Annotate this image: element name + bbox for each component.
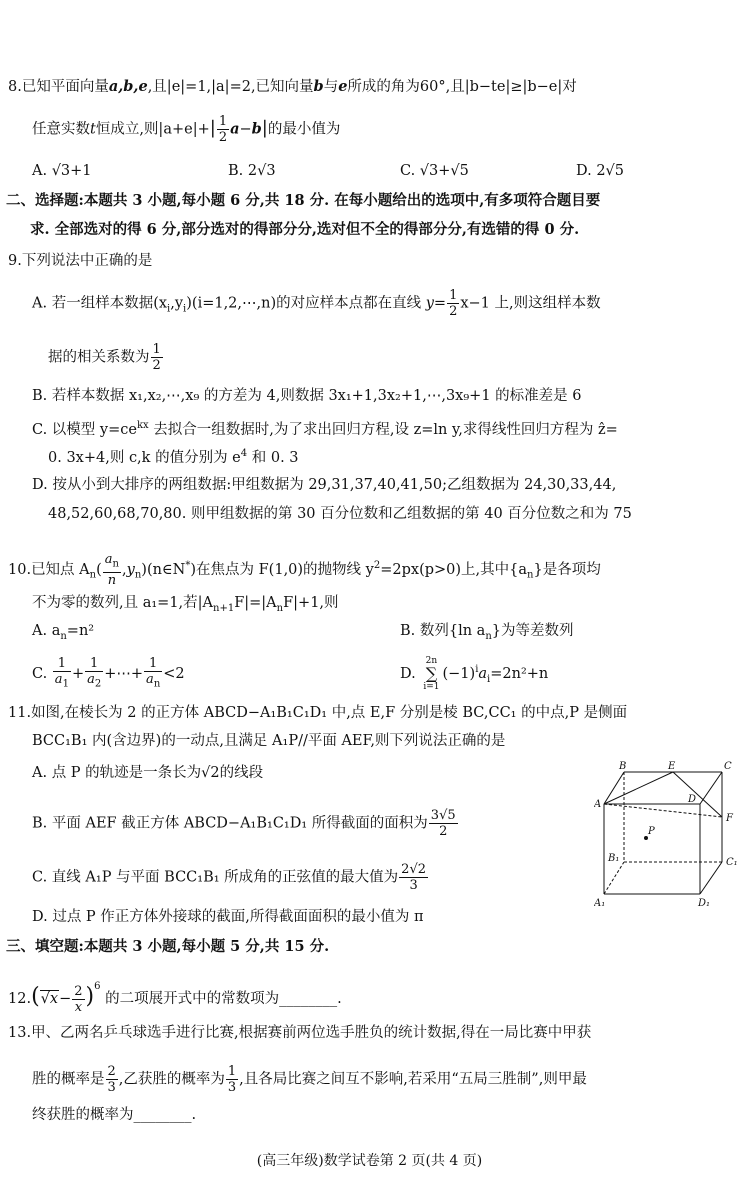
q10-option-c: C. $\frac{1}{a_1}$ + $\frac{1}{a_2}$ +⋯+ $\frac{1}{a_n}$ <2 bbox=[32, 656, 185, 690]
q10-line2: 不为零的数列,且 a₁=1,若$|A_{n+1}F|=|A_nF|+1$,则 bbox=[32, 595, 339, 614]
q9-option-c-line2: 0. 3x+4,则 c,k 的值分别为 $e^4$ 和 0. 3 bbox=[48, 448, 299, 466]
q10-option-a: A. $a_n=n^2$ bbox=[32, 623, 95, 642]
label-d1: D₁ bbox=[698, 898, 711, 909]
q9-option-b: B. 若样本数据 x₁,x₂,⋯,x₉ 的方差为 4,则数据 3x₁+1,3x₂+1,⋯,3x₉+1 的标准差是 6 bbox=[32, 388, 582, 404]
q9-option-c-line1: C. 以模型 $y=ce^{kx}$ 去拟合一组数据时,为了求出回归方程,设 z=ln y,求得线性回归方程为 ẑ= bbox=[32, 420, 618, 438]
q13-line3: 终获胜的概率为________. bbox=[32, 1107, 197, 1123]
label-b1: B₁ bbox=[608, 853, 620, 864]
q10-line1: 10.已知点 $A_n$( $\frac{a_n}{n}$ $,y_n)(n\in N^*)$在焦点为 F(1,0)的抛物线 $y^2=2px(p>0)$上,其中$\{a_n\}$是各项均 bbox=[8, 552, 601, 588]
label-a: A bbox=[594, 799, 602, 810]
q10-option-b: B. 数列{ln $a_n$}为等差数列 bbox=[400, 623, 574, 642]
label-a1: A₁ bbox=[594, 898, 606, 909]
q8-line2: 任意实数t恒成立,则|a+e|+| $\frac{1}{2}$ a−b|的最小值为 bbox=[32, 114, 341, 145]
q11-option-b: B. 平面 AEF 截正方体 ABCD−A₁B₁C₁D₁ 所得截面的面积为 $\frac{3√5}{2}$ bbox=[32, 808, 456, 839]
section2-heading-line1: 二、选择题:本题共 3 小题,每小题 6 分,共 18 分. 在每小题给出的选项中,有多项符合题目要 bbox=[6, 192, 601, 209]
q9-option-d-line1: D. 按从小到大排序的两组数据:甲组数据为 29,31,37,40,41,50;乙组数据为 24,30,33,44, bbox=[32, 477, 617, 493]
q13-line1: 13.甲、乙两名乒乓球选手进行比赛,根据赛前两位选手胜负的统计数据,得在一局比赛中甲获 bbox=[8, 1025, 592, 1041]
q11-option-c: C. 直线 A₁P 与平面 BCC₁B₁ 所成角的正弦值的最大值为 $\frac{2√2}{3}$ bbox=[32, 862, 426, 893]
q11-option-a: A. 点 P 的轨迹是一条长为√2的线段 bbox=[32, 765, 264, 781]
q12-line: 12.(√x− $\frac{2}{x}$ )$^6$ 的二项展开式中的常数项为________. bbox=[8, 981, 342, 1015]
section-line-af bbox=[604, 804, 722, 817]
q8-option-d: D. 2√5 bbox=[576, 163, 625, 179]
label-f: F bbox=[726, 813, 733, 824]
q11-line1: 11.如图,在棱长为 2 的正方体 ABCD−A₁B₁C₁D₁ 中,点 E,F 分别是棱 BC,CC₁ 的中点,P 是侧面 bbox=[8, 705, 628, 721]
q9-option-a-line2: 据的相关系数为 $\frac{1}{2}$ bbox=[48, 342, 161, 373]
cube-edge bbox=[700, 862, 722, 894]
label-c1: C₁ bbox=[726, 857, 738, 868]
label-c: C bbox=[724, 761, 732, 772]
q9-option-a-line1: A. 若一组样本数据$(x_i,y_i)(i=1,2,\cdots,n)$的对应样本点都在直线 y= $\frac{1}{2}$ x−1 上,则这组样本数 bbox=[32, 288, 601, 319]
cube-edge bbox=[604, 862, 624, 894]
section-line-ef bbox=[673, 772, 722, 817]
q10-option-d: D. 2n ∑ i=1 $(-1)^ia_i=2n^2+n$ bbox=[400, 656, 549, 692]
q8-option-b: B. 2√3 bbox=[228, 163, 276, 179]
page-footer: (高三年级)数学试卷第 2 页(共 4 页) bbox=[256, 1153, 483, 1169]
q11-line2: BCC₁B₁ 内(含边界)的一动点,且满足 A₁P//平面 AEF,则下列说法正确的是 bbox=[32, 733, 506, 749]
q13-line2: 胜的概率是 $\frac{2}{3}$ ,乙获胜的概率为 $\frac{1}{3}$ ,且各局比赛之间互不影响,若采用“五局三胜制”,则甲最 bbox=[32, 1064, 587, 1095]
section2-heading-line2: 求. 全部选对的得 6 分,部分选对的得部分分,选对但不全的得部分分,有选错的得 0 分. bbox=[30, 221, 580, 238]
cube-figure bbox=[594, 760, 739, 910]
label-b: B bbox=[619, 761, 627, 772]
q8-option-a: A. √3+1 bbox=[32, 163, 92, 179]
label-d: D bbox=[688, 794, 697, 805]
q8-line1: 8.已知平面向量a,b,e,且|e|=1,|a|=2,已知向量b与e所成的角为60°,且|b−te|≥|b−e|对 bbox=[8, 78, 577, 95]
q11-option-d: D. 过点 P 作正方体外接球的截面,所得截面面积的最小值为 π bbox=[32, 909, 424, 925]
q9-option-d-line2: 48,52,60,68,70,80. 则甲组数据的第 30 百分位数和乙组数据的第 40 百分位数之和为 75 bbox=[48, 506, 632, 522]
q8-option-c: C. √3+√5 bbox=[400, 163, 469, 179]
section3-heading: 三、填空题:本题共 3 小题,每小题 5 分,共 15 分. bbox=[6, 938, 330, 955]
q9-stem: 9.下列说法中正确的是 bbox=[8, 253, 153, 269]
label-p: P bbox=[648, 826, 655, 837]
label-e: E bbox=[668, 761, 676, 772]
